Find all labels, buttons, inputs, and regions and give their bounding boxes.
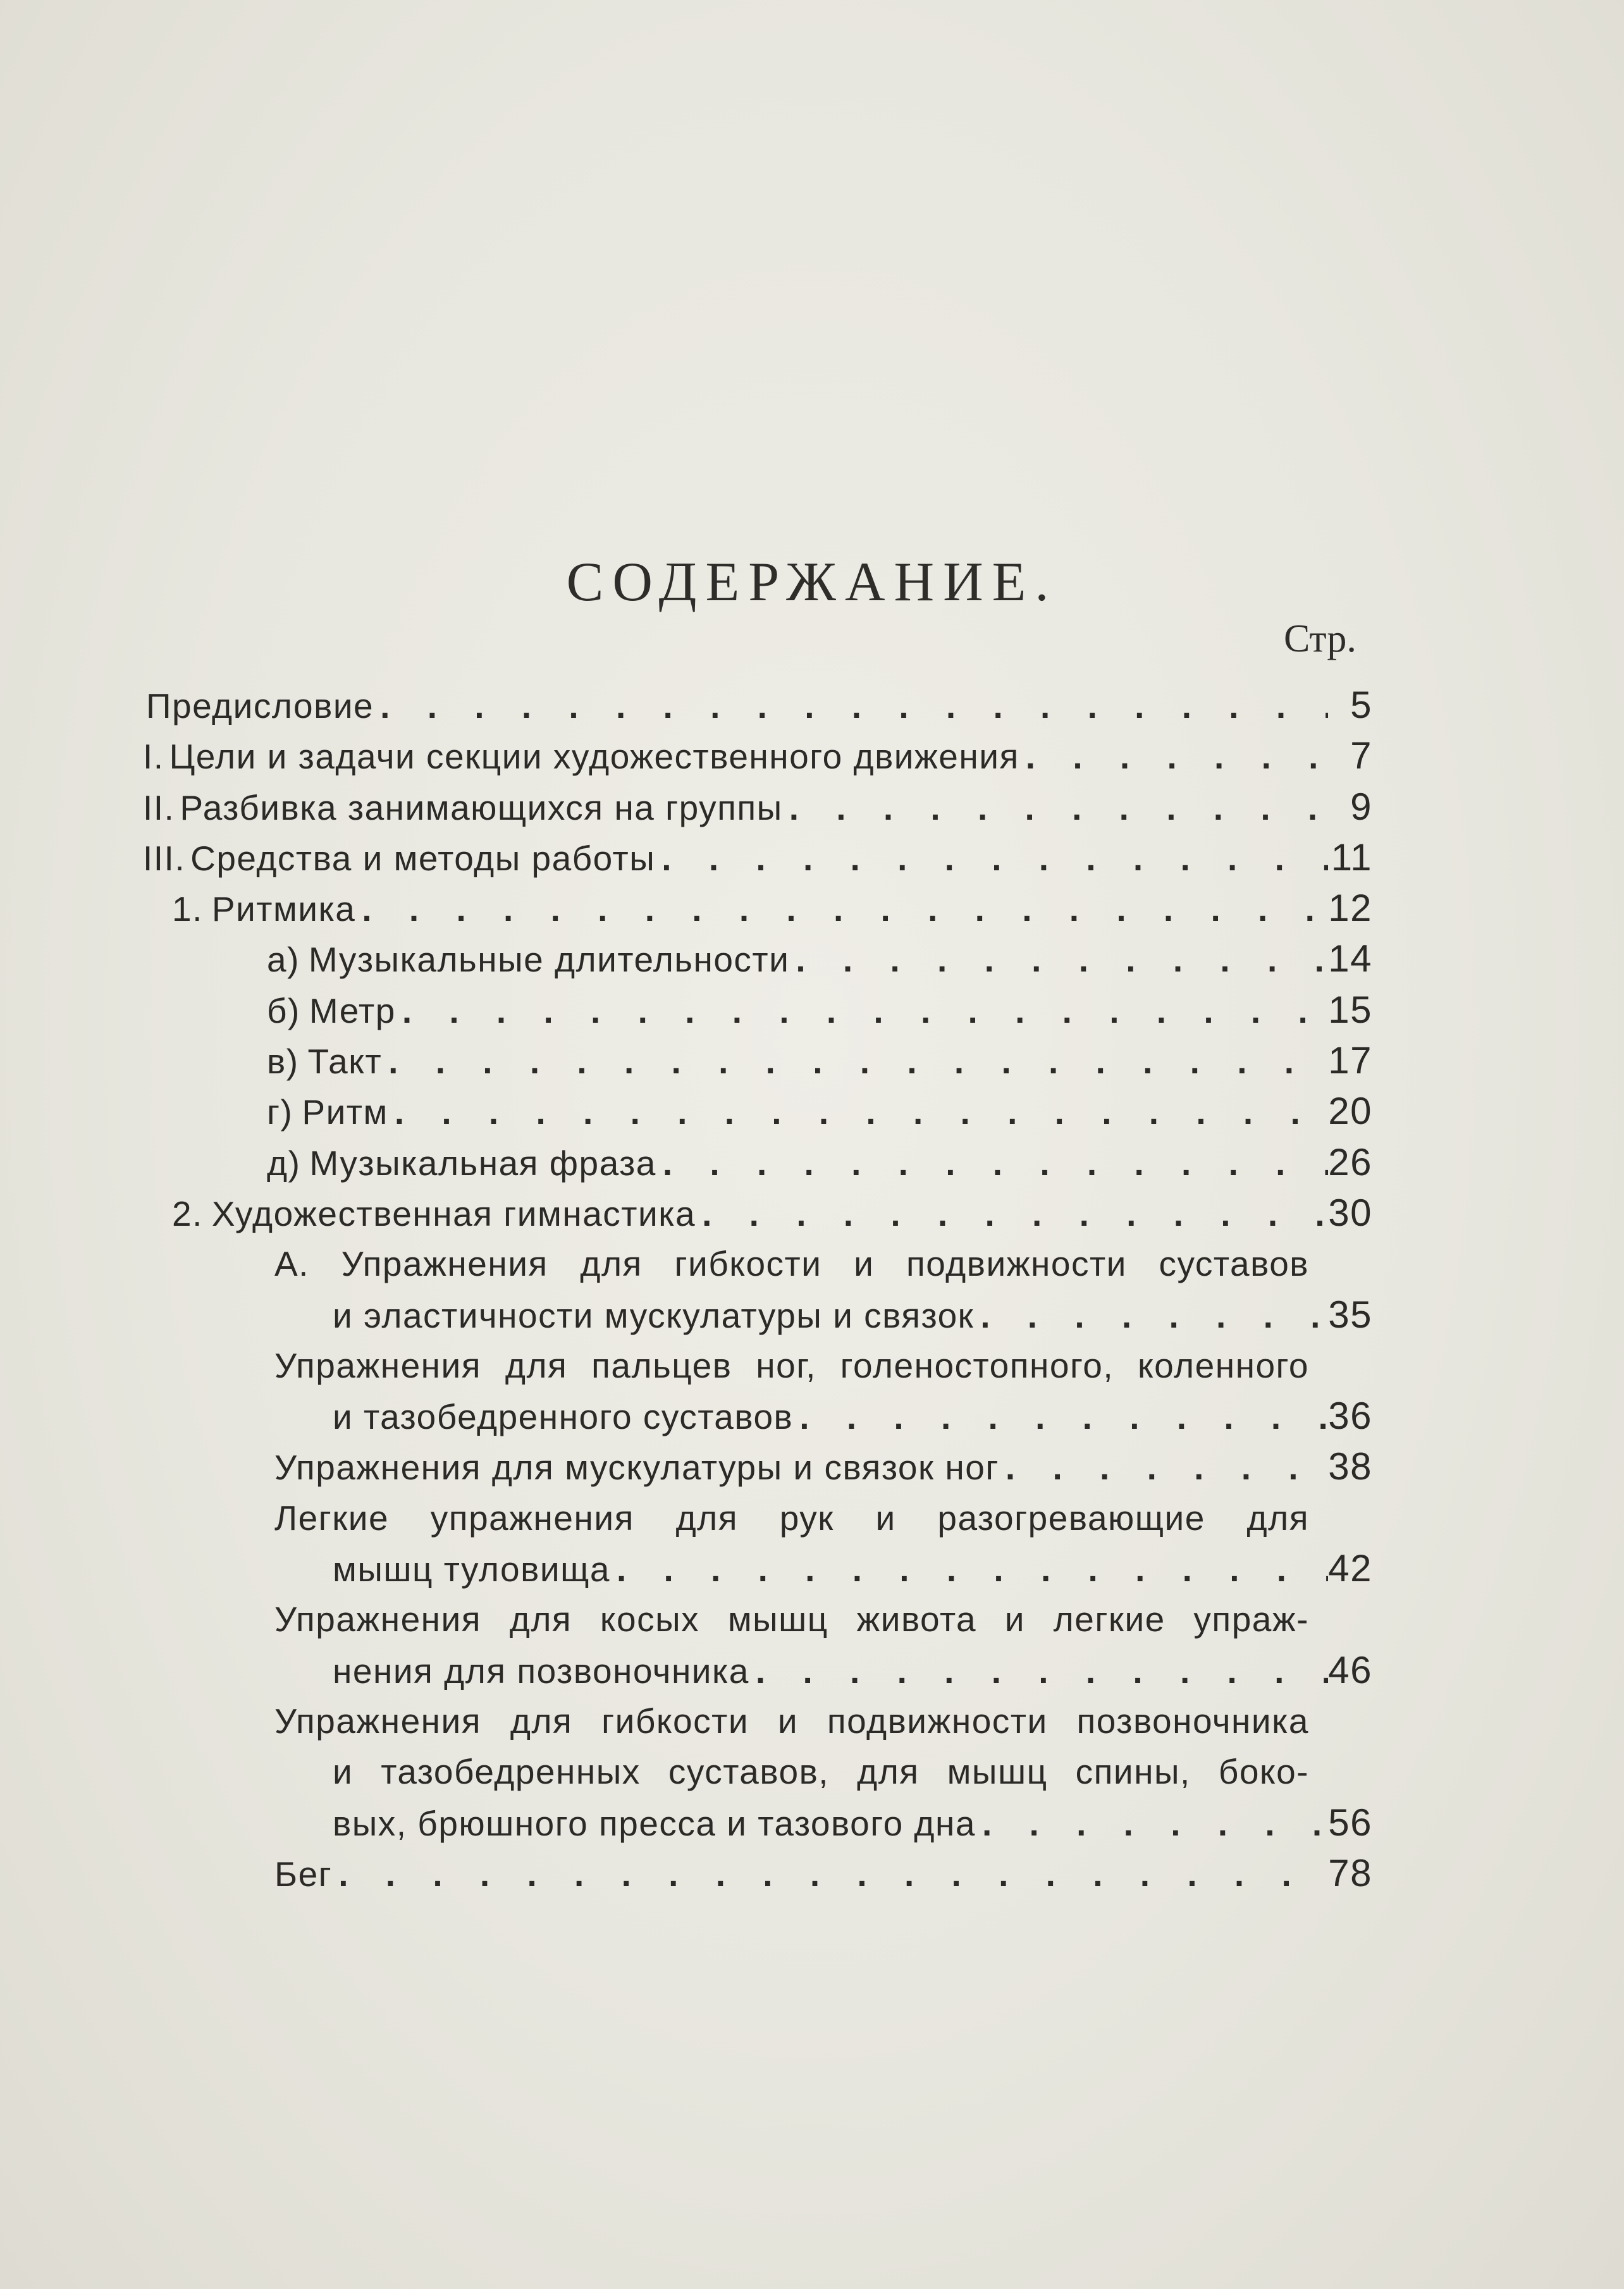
- entry-page: 7: [1350, 734, 1372, 777]
- entry-label-line: Легкие упражнения для рук и разогревающие для: [274, 1498, 1309, 1538]
- entry-page: 26: [1328, 1140, 1372, 1183]
- entry-label-line: нения для позвоночника: [333, 1651, 749, 1691]
- page-column-header: Стр.: [1284, 617, 1356, 660]
- dot-leader: [388, 1087, 1328, 1137]
- toc-entry-chapter-2: [0, 782, 1624, 832]
- toc-entry-spine-line-1: [0, 1696, 1624, 1746]
- entry-page: 5: [1350, 684, 1372, 726]
- dot-leader: [656, 1138, 1328, 1188]
- entry-label: Ритм: [302, 1092, 388, 1132]
- entry-label: Такт: [307, 1042, 383, 1082]
- toc-entry-running: [0, 1848, 1624, 1899]
- dot-leader: [976, 1798, 1328, 1849]
- toc-entry-oblique-line-2: [0, 1645, 1624, 1696]
- dot-leader: [382, 1036, 1328, 1087]
- toc-entry-chapter-1: [0, 731, 1624, 781]
- toc-entry-spine-line-2: [0, 1746, 1624, 1797]
- dot-leader: [1019, 731, 1328, 782]
- toc-entry-legs: [0, 1441, 1624, 1492]
- entry-label: Ритмика: [211, 889, 356, 929]
- entry-page: 15: [1328, 988, 1372, 1031]
- entry-label-line: вых, брюшного пресса и тазового дна: [333, 1803, 976, 1843]
- toc-entry-chapter-3: [0, 832, 1624, 883]
- entry-label-line: мышц туловища: [333, 1550, 610, 1589]
- entry-number: I.: [143, 737, 164, 777]
- toc-entry-oblique-line-1: [0, 1594, 1624, 1644]
- entry-label: Художественная гимнастика: [211, 1194, 696, 1233]
- dot-leader: [610, 1544, 1328, 1595]
- entry-label-line: Упражнения для гибкости и подвижности суставов: [341, 1244, 1309, 1284]
- dot-leader: [655, 833, 1328, 884]
- toc-entry-toes-line-1: [0, 1340, 1624, 1391]
- entry-label-line: и тазобедренного суставов: [333, 1397, 794, 1437]
- dot-leader: [355, 884, 1328, 934]
- entry-number: 2.: [172, 1194, 203, 1233]
- dot-leader: [783, 782, 1328, 833]
- toc-entry-A-line-1: [0, 1238, 1624, 1289]
- entry-number: в): [267, 1042, 299, 1082]
- entry-page: 14: [1328, 937, 1372, 980]
- toc-entry-sub-a: [0, 934, 1624, 984]
- entry-page: 12: [1328, 887, 1372, 930]
- entry-label: Предисловие: [146, 686, 374, 725]
- toc-entry-sub-g: [0, 1086, 1624, 1137]
- entry-page: 11: [1331, 836, 1372, 879]
- entry-label-line: Упражнения для гибкости и подвижности позвоночника: [274, 1701, 1309, 1741]
- entry-number: II.: [143, 787, 175, 827]
- toc-entry-sub-d: [0, 1137, 1624, 1188]
- entry-page: 35: [1328, 1293, 1372, 1336]
- dot-leader: [793, 1391, 1328, 1442]
- entry-number: 1.: [172, 889, 203, 929]
- dot-leader: [396, 985, 1328, 1036]
- entry-number: б): [267, 990, 300, 1030]
- entry-label: Метр: [309, 990, 396, 1030]
- toc-entry-spine-line-3: [0, 1798, 1624, 1848]
- entry-page: 78: [1328, 1851, 1372, 1894]
- toc-entry-rhythmics: [0, 883, 1624, 934]
- entry-label-line: Упражнения для пальцев ног, голеностопного, коленного: [274, 1345, 1309, 1385]
- entry-label: Средства и методы работы: [190, 838, 656, 878]
- entry-page: 30: [1328, 1191, 1372, 1234]
- entry-number: а): [267, 940, 300, 980]
- entry-label-line: и эластичности мускулатуры и связок: [333, 1295, 975, 1335]
- toc-entry-preface: [0, 680, 1624, 731]
- table-of-contents: [0, 680, 1624, 1899]
- entry-label: Музыкальная фраза: [309, 1143, 656, 1183]
- entry-page: 20: [1328, 1090, 1372, 1133]
- entry-page: 36: [1328, 1395, 1372, 1438]
- entry-page: 42: [1328, 1547, 1372, 1590]
- entry-label-line: Упражнения для косых мышц живота и легкие упраж-: [274, 1600, 1309, 1639]
- dot-leader: [999, 1442, 1328, 1493]
- entry-page: 56: [1328, 1801, 1372, 1844]
- dot-leader: [332, 1849, 1328, 1899]
- dot-leader: [789, 934, 1328, 985]
- toc-entry-toes-line-2: [0, 1391, 1624, 1441]
- dot-leader: [374, 681, 1328, 731]
- toc-entry-sub-v: [0, 1035, 1624, 1086]
- entry-label: Разбивка занимающихся на группы: [180, 787, 783, 827]
- entry-number: А.: [274, 1244, 309, 1284]
- entry-label: Цели и задачи секции художественного движения: [169, 737, 1019, 777]
- entry-page: 38: [1328, 1445, 1372, 1488]
- page-title: СОДЕРЖАНИЕ.: [566, 552, 1058, 613]
- entry-page: 46: [1328, 1648, 1372, 1691]
- entry-label: Музыкальные длительности: [308, 940, 790, 980]
- entry-number: III.: [143, 838, 186, 878]
- dot-leader: [749, 1646, 1328, 1696]
- entry-number: г): [267, 1092, 293, 1132]
- toc-entry-arms-line-1: [0, 1493, 1624, 1543]
- entry-number: д): [267, 1143, 301, 1183]
- entry-page: 17: [1328, 1039, 1372, 1082]
- dot-leader: [974, 1290, 1328, 1341]
- toc-entry-gymnastics: [0, 1188, 1624, 1238]
- entry-page: 9: [1350, 785, 1372, 828]
- toc-entry-sub-b: [0, 985, 1624, 1035]
- toc-entry-A-line-2: [0, 1290, 1624, 1340]
- toc-entry-arms-line-2: [0, 1543, 1624, 1594]
- dot-leader: [696, 1188, 1328, 1239]
- entry-label: Бег: [274, 1854, 333, 1894]
- entry-label-line: и тазобедренных суставов, для мышц спины, боко-: [333, 1752, 1309, 1792]
- entry-label: Упражнения для мускулатуры и связок ног: [274, 1448, 999, 1488]
